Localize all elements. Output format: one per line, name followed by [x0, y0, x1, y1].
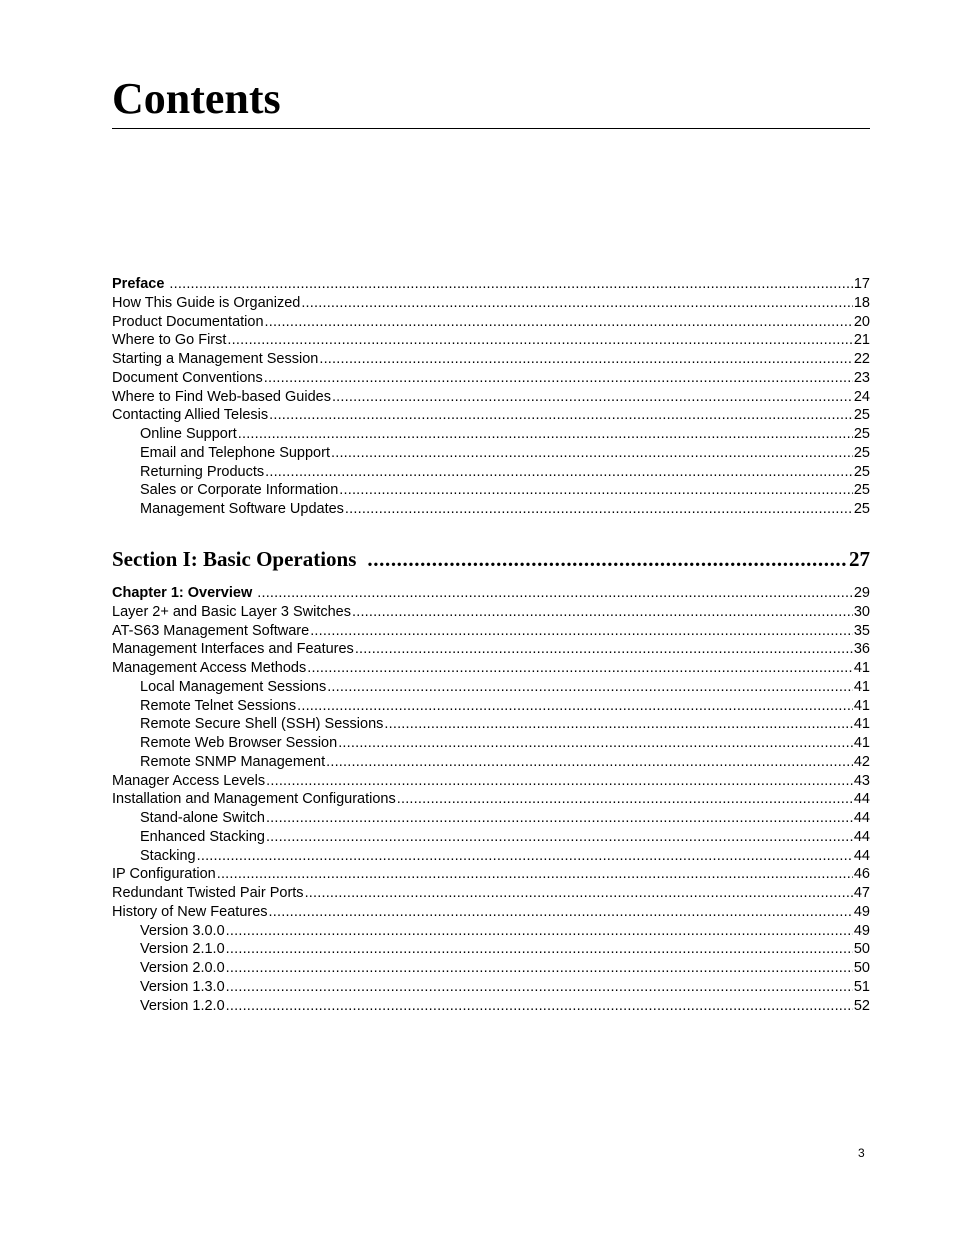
toc-entry[interactable] — [112, 734, 870, 753]
toc-entry[interactable] — [112, 275, 870, 294]
toc-entry-page-number: 17 — [853, 276, 870, 292]
toc-entry-page-number: 25 — [853, 463, 870, 480]
toc-dot-leader — [326, 753, 853, 772]
toc-entry-page-number: 25 — [853, 444, 870, 461]
toc-entry-page-number: 24 — [853, 388, 870, 405]
toc-dot-leader — [266, 828, 853, 847]
toc-entry-page-number: 49 — [853, 903, 870, 920]
toc-dot-leader — [331, 444, 853, 463]
toc-entry-page-number: 47 — [853, 885, 870, 901]
toc-entry[interactable] — [112, 622, 870, 641]
toc-entry-title: Remote SNMP Management — [140, 753, 326, 770]
toc-entry-page-number: 41 — [853, 678, 870, 695]
toc-entry-title: Version 2.0.0 — [140, 960, 225, 976]
toc-dot-leader — [226, 997, 853, 1016]
toc-entry-page-number: 41 — [853, 697, 870, 714]
toc-entry-page-number: 25 — [853, 501, 870, 517]
toc-dot-leader — [327, 678, 853, 697]
toc-entry-title: Sales or Corporate Information — [140, 482, 339, 499]
toc-entry-title: Stacking — [140, 847, 196, 864]
toc-entry[interactable] — [112, 697, 870, 716]
toc-dot-leader — [226, 922, 853, 941]
toc-dot-leader — [257, 584, 853, 603]
toc-entry-title: Where to Find Web-based Guides — [112, 388, 331, 405]
page-title: Contents — [112, 74, 281, 123]
toc-entry-title: Management Interfaces and Features — [112, 641, 354, 658]
toc-entry[interactable] — [112, 350, 870, 369]
toc-entry-title: Preface — [112, 276, 165, 292]
toc-entry-page-number: 25 — [853, 482, 870, 499]
toc-entry-page-number: 41 — [853, 735, 870, 751]
toc-entry[interactable] — [112, 790, 870, 809]
toc-entry-title: Local Management Sessions — [140, 678, 327, 695]
toc-entry-page-number: 36 — [853, 641, 870, 658]
toc-entry[interactable] — [112, 922, 870, 941]
toc-entry[interactable] — [112, 500, 870, 519]
toc-dot-leader — [305, 884, 853, 903]
toc-entry[interactable] — [112, 584, 870, 603]
toc-entry-title: Redundant Twisted Pair Ports — [112, 885, 304, 901]
toc-entry[interactable] — [112, 978, 870, 997]
toc-entry[interactable] — [112, 331, 870, 350]
toc-entry[interactable] — [112, 463, 870, 482]
toc-dot-leader — [367, 545, 848, 573]
toc-dot-leader — [227, 331, 852, 350]
toc-entry-title: Version 1.2.0 — [140, 997, 225, 1014]
toc-entry-page-number: 43 — [853, 772, 870, 789]
toc-entry-title: Remote Web Browser Session — [140, 735, 338, 751]
toc-section-page-number: 27 — [849, 547, 870, 571]
toc-dot-leader — [355, 640, 853, 659]
toc-entry-title: Version 3.0.0 — [140, 922, 225, 939]
toc-entry[interactable] — [112, 865, 870, 884]
toc-entry-page-number: 21 — [853, 332, 870, 349]
toc-entry-title: Installation and Management Configurations — [112, 791, 396, 808]
toc-dot-leader — [226, 978, 853, 997]
toc-entry-page-number: 35 — [853, 622, 870, 639]
toc-entry[interactable] — [112, 640, 870, 659]
toc-entry-title: Version 2.1.0 — [140, 941, 225, 958]
toc-entry[interactable] — [112, 753, 870, 772]
toc-dot-leader — [307, 659, 853, 678]
toc-section-entry[interactable] — [112, 545, 870, 573]
toc-entry-title: Layer 2+ and Basic Layer 3 Switches — [112, 603, 351, 620]
toc-dot-leader — [169, 275, 852, 294]
toc-entry-page-number: 41 — [853, 660, 870, 676]
toc-section-title: Section I: Basic Operations — [112, 547, 357, 571]
toc-entry-title: Remote Telnet Sessions — [140, 697, 297, 714]
toc-entry-title: Document Conventions — [112, 369, 263, 386]
toc-dot-leader — [397, 790, 853, 809]
toc-entry-title: History of New Features — [112, 903, 268, 920]
toc-entry-title: Remote Secure Shell (SSH) Sessions — [140, 716, 384, 733]
page-number: 3 — [858, 1146, 865, 1160]
toc-entry-page-number: 25 — [853, 407, 870, 424]
toc-entry[interactable] — [112, 481, 870, 500]
toc-entry-page-number: 44 — [853, 791, 870, 808]
toc-entry-title: How This Guide is Organized — [112, 294, 301, 311]
toc-entry-title: Chapter 1: Overview — [112, 585, 253, 601]
toc-entry-page-number: 52 — [853, 997, 870, 1014]
toc-entry-page-number: 22 — [853, 351, 870, 367]
toc-entry[interactable] — [112, 603, 870, 622]
toc-entry-page-number: 30 — [853, 603, 870, 620]
toc-entry[interactable] — [112, 406, 870, 425]
toc-entry[interactable] — [112, 903, 870, 922]
toc-entry-page-number: 41 — [853, 716, 870, 733]
toc-dot-leader — [310, 622, 853, 641]
toc-entry-page-number: 25 — [853, 426, 870, 442]
toc-dot-leader — [226, 959, 853, 978]
toc-dot-leader — [269, 406, 853, 425]
toc-preface-list — [112, 275, 870, 519]
toc-entry-page-number: 42 — [853, 753, 870, 770]
toc-entry-title: IP Configuration — [112, 866, 216, 883]
toc-entry-page-number: 49 — [853, 922, 870, 939]
toc-entry[interactable] — [112, 959, 870, 978]
toc-entry-title: Manager Access Levels — [112, 772, 266, 789]
toc-entry-title: Starting a Management Session — [112, 351, 319, 367]
toc-dot-leader — [339, 481, 853, 500]
toc-entry[interactable] — [112, 659, 870, 678]
toc-dot-leader — [266, 809, 853, 828]
toc-entry-title: Product Documentation — [112, 313, 264, 330]
toc-dot-leader — [297, 697, 853, 716]
toc-entry-title: Contacting Allied Telesis — [112, 407, 269, 424]
toc-dot-leader — [319, 350, 853, 369]
toc-entry-page-number: 46 — [853, 866, 870, 883]
toc-entry[interactable] — [112, 294, 870, 313]
toc-entry-title: Where to Go First — [112, 332, 227, 349]
toc-dot-leader — [338, 734, 853, 753]
toc-entry-page-number: 50 — [853, 941, 870, 958]
toc-entry[interactable] — [112, 388, 870, 407]
title-divider — [112, 128, 870, 129]
toc-dot-leader — [265, 313, 853, 332]
toc-entry-title: Email and Telephone Support — [140, 444, 330, 461]
toc-dot-leader — [197, 847, 853, 866]
toc-dot-leader — [226, 940, 853, 959]
toc-dot-leader — [217, 865, 853, 884]
toc-entry[interactable] — [112, 884, 870, 903]
toc-entry-page-number: 44 — [853, 847, 870, 864]
toc-dot-leader — [301, 294, 853, 313]
toc-entry[interactable] — [112, 425, 870, 444]
toc-entry-title: Version 1.3.0 — [140, 978, 225, 995]
toc-entry[interactable] — [112, 772, 870, 791]
toc-entry-title: Returning Products — [140, 463, 265, 480]
toc-entry[interactable] — [112, 369, 870, 388]
toc-dot-leader — [332, 388, 853, 407]
toc-entry-title: Management Access Methods — [112, 660, 307, 676]
toc-entry-page-number: 20 — [853, 313, 870, 330]
toc-dot-leader — [266, 772, 853, 791]
toc-entry-title: Stand-alone Switch — [140, 810, 265, 826]
toc-entry[interactable] — [112, 444, 870, 463]
toc-entry-title: Enhanced Stacking — [140, 828, 265, 845]
toc-dot-leader — [238, 425, 853, 444]
toc-entry-page-number: 51 — [853, 978, 870, 995]
toc-entry-title: AT-S63 Management Software — [112, 622, 310, 639]
toc-entry-page-number: 44 — [853, 828, 870, 845]
toc-dot-leader — [264, 369, 853, 388]
toc-entry[interactable] — [112, 313, 870, 332]
toc-entry-page-number: 23 — [853, 369, 870, 386]
toc-entry[interactable] — [112, 997, 870, 1016]
toc-entry-page-number: 50 — [853, 960, 870, 976]
toc-entry-page-number: 18 — [853, 294, 870, 311]
toc-entry[interactable] — [112, 847, 870, 866]
toc-dot-leader — [345, 500, 853, 519]
toc-dot-leader — [265, 463, 853, 482]
toc-dot-leader — [269, 903, 853, 922]
toc-entry[interactable] — [112, 940, 870, 959]
toc-entry[interactable] — [112, 715, 870, 734]
toc-entry[interactable] — [112, 809, 870, 828]
toc-entry-page-number: 44 — [853, 810, 870, 826]
toc-entry-title: Online Support — [140, 426, 237, 442]
toc-entry[interactable] — [112, 828, 870, 847]
toc-dot-leader — [384, 715, 852, 734]
toc-chapter-list — [112, 584, 870, 1015]
toc-dot-leader — [352, 603, 853, 622]
toc-entry[interactable] — [112, 678, 870, 697]
toc-entry-title: Management Software Updates — [140, 501, 344, 517]
toc-entry-page-number: 29 — [853, 585, 870, 601]
